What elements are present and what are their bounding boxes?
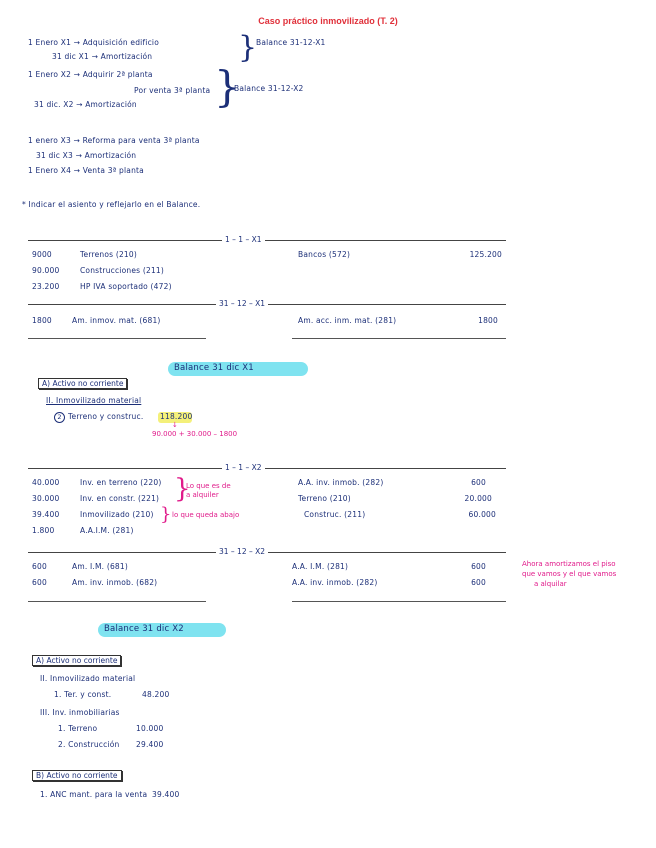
note-line-4: Por venta 3ª planta <box>134 86 211 95</box>
note-line-3: 1 Enero X2 → Adquirir 2ª planta <box>28 70 153 79</box>
balance-1-item-label: Terreno y construc. <box>68 412 144 421</box>
journal-1-top-rule <box>28 240 506 241</box>
balance-2-ii-item-1: 1. Ter. y const. <box>54 690 112 699</box>
j3-note-1: Lo que es de <box>186 482 231 490</box>
journal-4-bottom-rule-right <box>292 601 506 602</box>
j2-credit-account: Am. acc. inm. mat. (281) <box>298 316 397 325</box>
journal-2-bottom-rule-left <box>28 338 206 339</box>
note-balance-2: Balance 31-12-X2 <box>234 84 304 93</box>
j3-note-2: lo que queda abajo <box>172 511 240 519</box>
balance-2-section-b: B) Activo no corriente <box>32 770 122 781</box>
j4-debit-2-amount: 600 <box>32 578 47 587</box>
balance-1-calc: 90.000 + 30.000 – 1800 <box>152 430 238 438</box>
balance-2-section-iii: III. Inv. inmobiliarias <box>40 708 120 717</box>
j4-credit-2-amount: 600 <box>471 578 486 587</box>
j4-debit-2-account: Am. inv. inmob. (682) <box>72 578 158 587</box>
balance-1-heading: Balance 31 dic X1 <box>174 363 254 373</box>
balance-1-section-a: A) Activo no corriente <box>38 378 127 389</box>
task-note: * Indicar el asiento y reflejarlo en el Balance. <box>22 200 201 209</box>
journal-2-bottom-rule-right <box>292 338 506 339</box>
j3-credit-1-account: A.A. inv. inmob. (282) <box>298 478 384 487</box>
j3-debit-2-amount: 30.000 <box>32 494 60 503</box>
journal-3-date: 1 – 1 – X2 <box>222 463 265 472</box>
j1-debit-1-account: Terrenos (210) <box>80 250 138 259</box>
journal-4-date: 31 – 12 – X2 <box>216 547 268 556</box>
j3-debit-3-amount: 39.400 <box>32 510 60 519</box>
balance-2-iii-item-1-amount: 10.000 <box>136 724 164 733</box>
note-line-7: 31 dic X3 → Amortización <box>36 151 137 160</box>
pink-brace-2: } <box>160 504 172 525</box>
j1-credit-1-amount: 125.200 <box>469 250 502 259</box>
j1-debit-3-amount: 23.200 <box>32 282 60 291</box>
balance-2-iii-item-1: 1. Terreno <box>58 724 98 733</box>
j1-debit-2-account: Construcciones (211) <box>80 266 165 275</box>
j1-credit-1-account: Bancos (572) <box>298 250 351 259</box>
balance-2-heading: Balance 31 dic X2 <box>104 624 184 634</box>
note-line-6: 1 enero X3 → Reforma para venta 3ª planta <box>28 136 200 145</box>
j4-credit-1-amount: 600 <box>471 562 486 571</box>
j2-credit-amount: 1800 <box>478 316 498 325</box>
item-number-circle: 2 <box>54 412 65 423</box>
j3-debit-1-amount: 40.000 <box>32 478 60 487</box>
j3-debit-4-amount: 1.800 <box>32 526 55 535</box>
j1-debit-1-amount: 9000 <box>32 250 52 259</box>
balance-2-b-item-1: 1. ANC mant. para la venta <box>40 790 148 799</box>
j4-debit-1-amount: 600 <box>32 562 47 571</box>
j4-debit-1-account: Am. I.M. (681) <box>72 562 129 571</box>
note-line-1: 1 Enero X1 → Adquisición edificio <box>28 38 159 47</box>
j1-debit-3-account: HP IVA soportado (472) <box>80 282 172 291</box>
j3-credit-2-amount: 20.000 <box>464 494 492 503</box>
j3-debit-2-account: Inv. en constr. (221) <box>80 494 160 503</box>
balance-1-item-amount: 118.200 <box>160 412 193 421</box>
j3-credit-3-account: Construc. (211) <box>304 510 366 519</box>
balance-2-iii-item-2: 2. Construcción <box>58 740 120 749</box>
j1-debit-2-amount: 90.000 <box>32 266 60 275</box>
journal-4-bottom-rule-left <box>28 601 206 602</box>
j4-side-note-2: que vamos y el que vamos <box>522 570 617 578</box>
j3-note-1b: a alquiler <box>186 491 219 499</box>
note-line-2: 31 dic X1 → Amortización <box>52 52 153 61</box>
balance-2-b-item-1-amount: 39.400 <box>152 790 180 799</box>
j4-side-note-1: Ahora amortizamos el piso <box>522 560 616 568</box>
journal-1-date: 1 – 1 – X1 <box>222 235 265 244</box>
balance-1-item <box>54 412 143 423</box>
j3-credit-3-amount: 60.000 <box>468 510 496 519</box>
j2-debit-account: Am. inmov. mat. (681) <box>72 316 161 325</box>
journal-3-top-rule <box>28 468 506 469</box>
calc-arrow: ↓ <box>172 421 178 429</box>
note-line-8: 1 Enero X4 → Venta 3ª planta <box>28 166 144 175</box>
j3-debit-4-account: A.A.I.M. (281) <box>80 526 134 535</box>
balance-2-section-ii: II. Inmovilizado material <box>40 674 136 683</box>
j4-credit-2-account: A.A. inv. inmob. (282) <box>292 578 378 587</box>
balance-2-ii-item-1-amount: 48.200 <box>142 690 170 699</box>
j3-credit-1-amount: 600 <box>471 478 486 487</box>
j3-debit-1-account: Inv. en terreno (220) <box>80 478 162 487</box>
j3-credit-2-account: Terreno (210) <box>298 494 351 503</box>
balance-1-section-ii: II. Inmovilizado material <box>46 396 142 405</box>
note-balance-1: Balance 31-12-X1 <box>256 38 326 47</box>
balance-2-iii-item-2-amount: 29.400 <box>136 740 164 749</box>
page-title: Caso práctico inmovilizado (T. 2) <box>258 16 398 26</box>
brace-1: } <box>238 30 258 65</box>
brace-2: } <box>214 62 241 111</box>
journal-2-date: 31 – 12 – X1 <box>216 299 268 308</box>
pink-brace-1: } <box>174 474 191 504</box>
j3-debit-3-account: Inmovilizado (210) <box>80 510 154 519</box>
note-line-5: 31 dic. X2 → Amortización <box>34 100 137 109</box>
j4-side-note-3: a alquilar <box>534 580 567 588</box>
j4-credit-1-account: A.A. I.M. (281) <box>292 562 349 571</box>
balance-2-section-a: A) Activo no corriente <box>32 655 121 666</box>
j2-debit-amount: 1800 <box>32 316 52 325</box>
